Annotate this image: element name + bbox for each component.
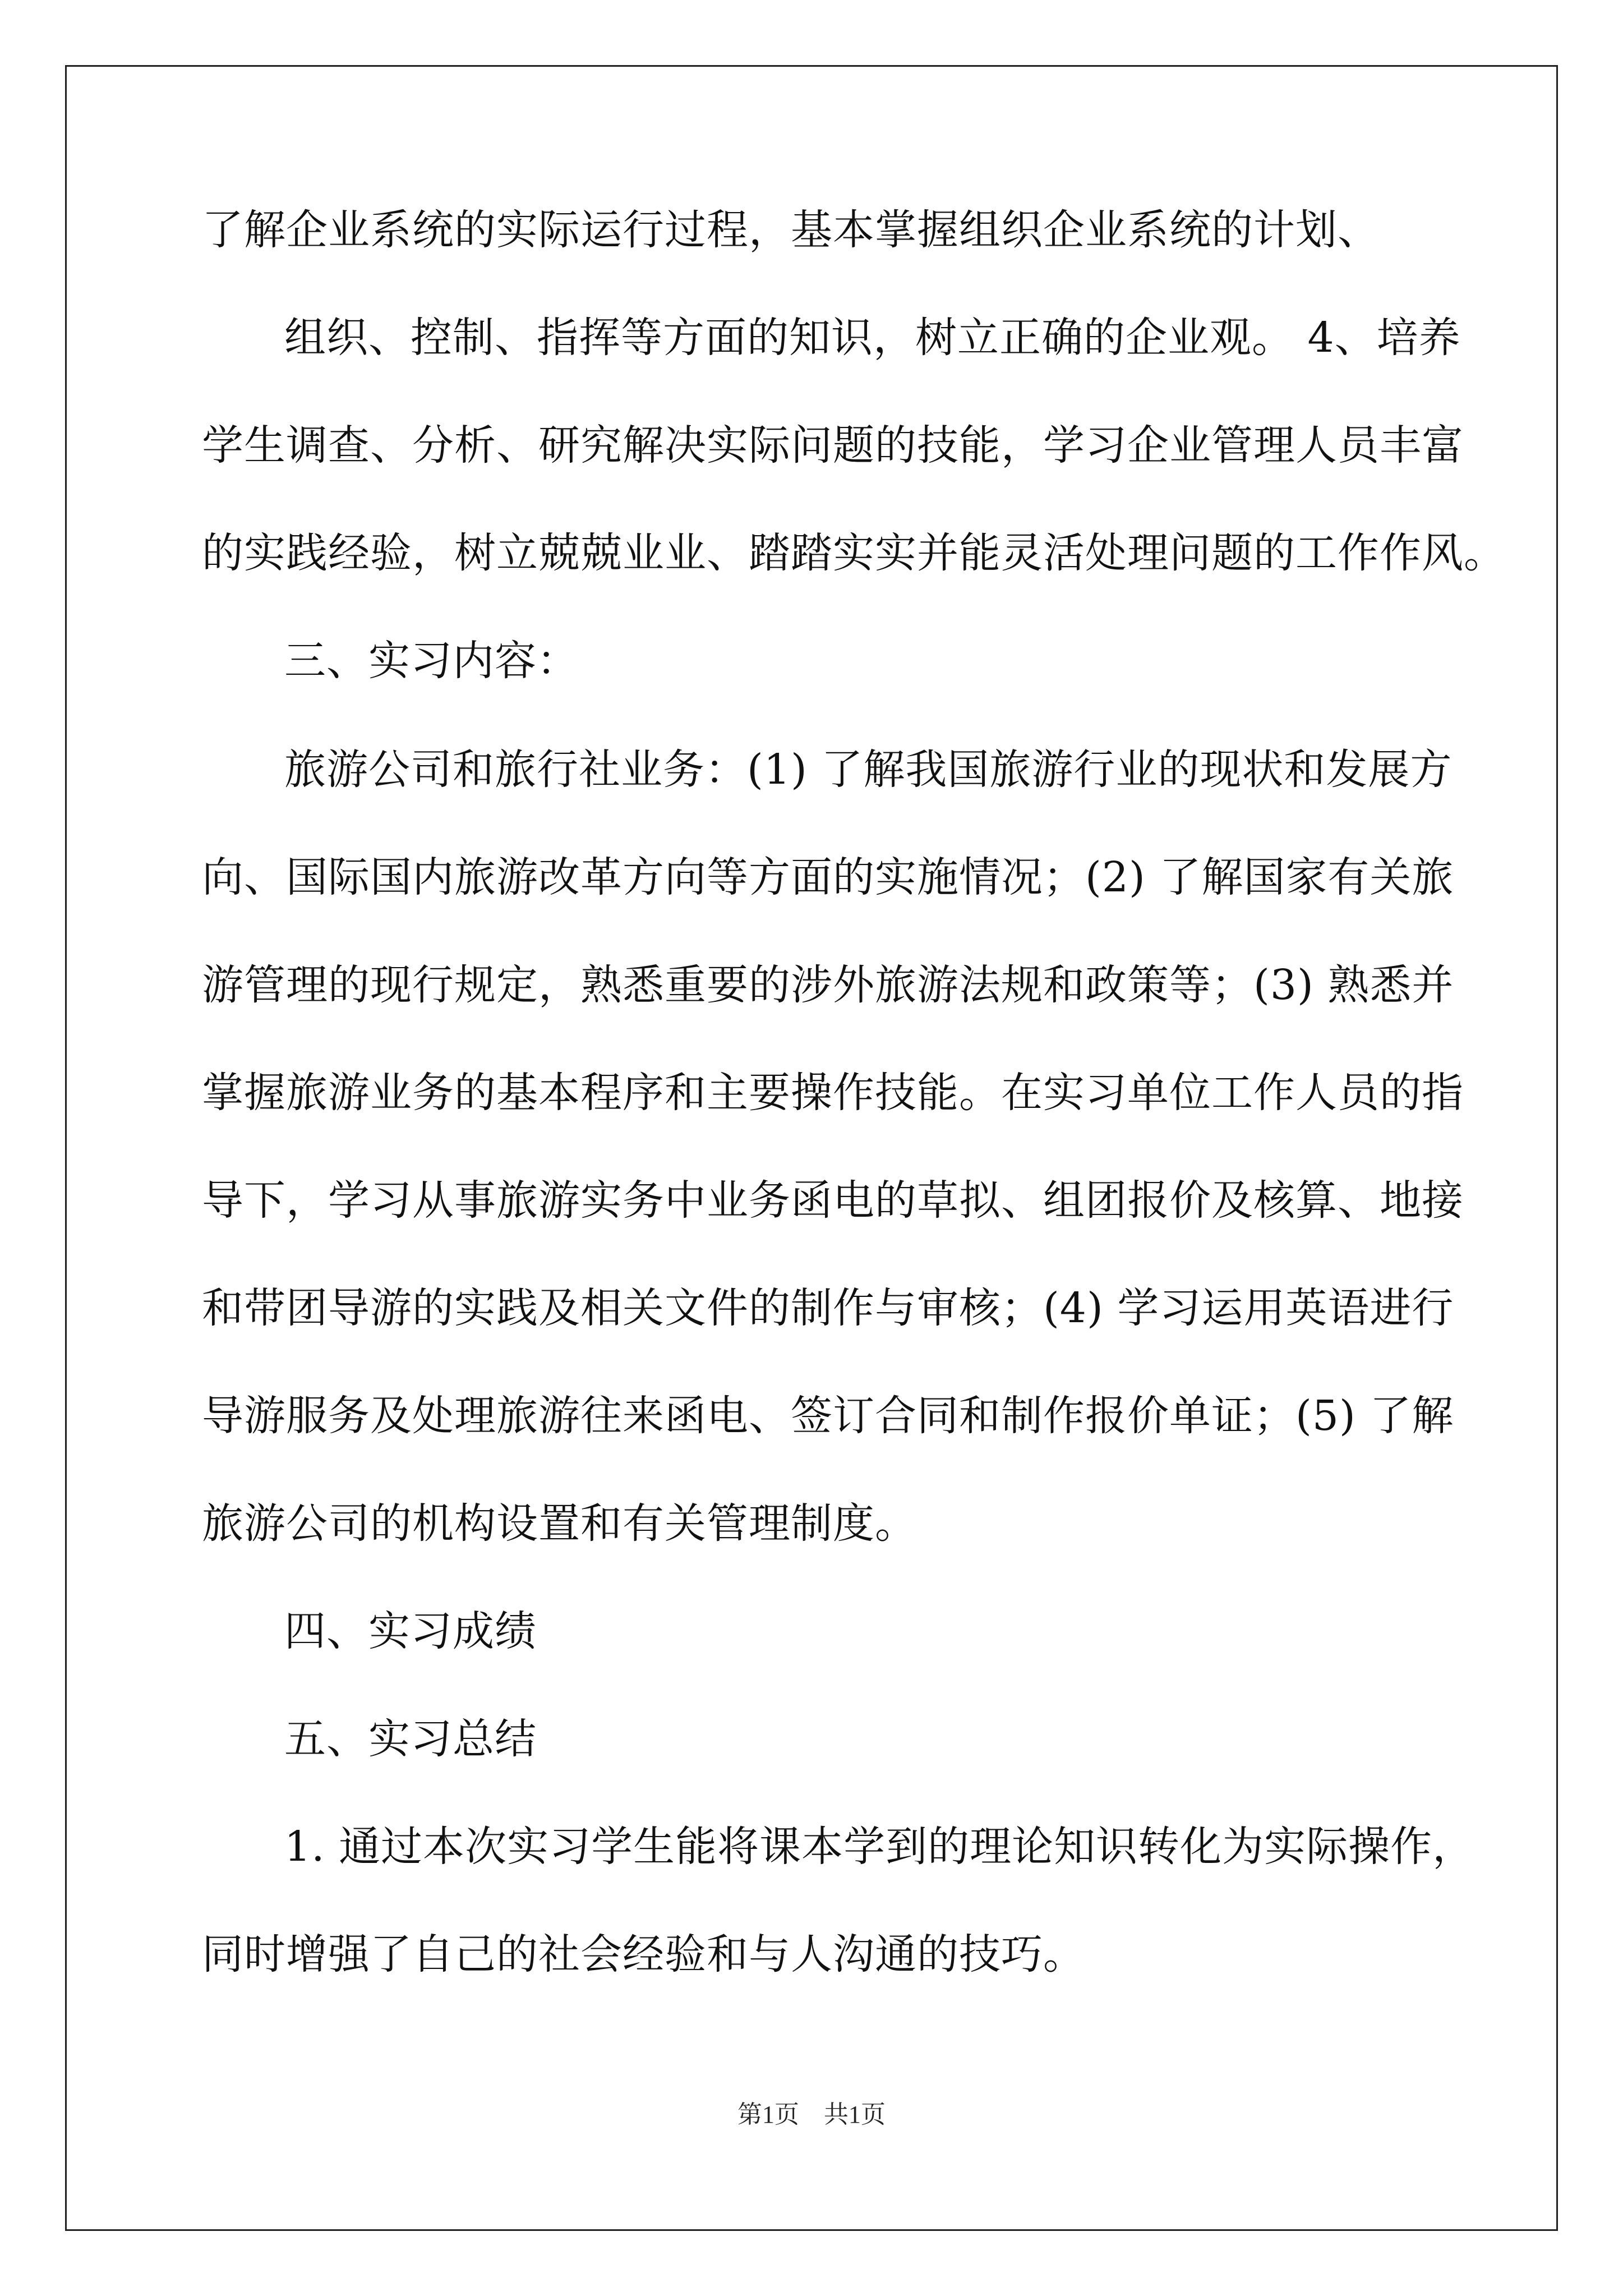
text-line: 1. 通过本次实习学生能将课本学到的理论知识转化为实际操作， <box>284 1823 1475 1871</box>
section-heading: 五、实习总结 <box>284 1715 537 1763</box>
section-heading: 四、实习成绩 <box>284 1607 537 1655</box>
text-line: 和带团导游的实践及相关文件的制作与审核；(4) 学习运用英语进行 <box>202 1284 1454 1332</box>
text-line: 向、国际国内旅游改革方向等方面的实施情况；(2) 了解国家有关旅 <box>202 853 1454 901</box>
text-line: 学生调查、分析、研究解决实际问题的技能，学习企业管理人员丰富 <box>202 421 1464 470</box>
text-line: 导游服务及处理旅游往来函电、签订合同和制作报价单证；(5) 了解 <box>202 1392 1454 1440</box>
text-line: 旅游公司的机构设置和有关管理制度。 <box>202 1499 917 1548</box>
page-footer: 第1页 共1页 <box>737 2101 886 2128</box>
text-line: 导下，学习从事旅游实务中业务函电的草拟、组团报价及核算、地接 <box>202 1176 1464 1225</box>
text-line: 掌握旅游业务的基本程序和主要操作技能。在实习单位工作人员的指 <box>202 1069 1464 1117</box>
text-line: 同时增强了自己的社会经验和与人沟通的技巧。 <box>202 1930 1085 1978</box>
text-line: 的实践经验，树立兢兢业业、踏踏实实并能灵活处理问题的工作作风。 <box>202 529 1506 577</box>
section-heading: 三、实习内容： <box>284 637 579 685</box>
text-line: 游管理的现行规定，熟悉重要的涉外旅游法规和政策等；(3) 熟悉并 <box>202 961 1454 1009</box>
text-line: 旅游公司和旅行社业务：(1) 了解我国旅游行业的现状和发展方 <box>284 746 1453 794</box>
page-border <box>65 65 1558 2231</box>
text-line: 组织、控制、指挥等方面的知识，树立正确的企业观。 4、培养 <box>284 314 1461 362</box>
text-line: 了解企业系统的实际运行过程，基本掌握组织企业系统的计划、 <box>202 206 1380 254</box>
